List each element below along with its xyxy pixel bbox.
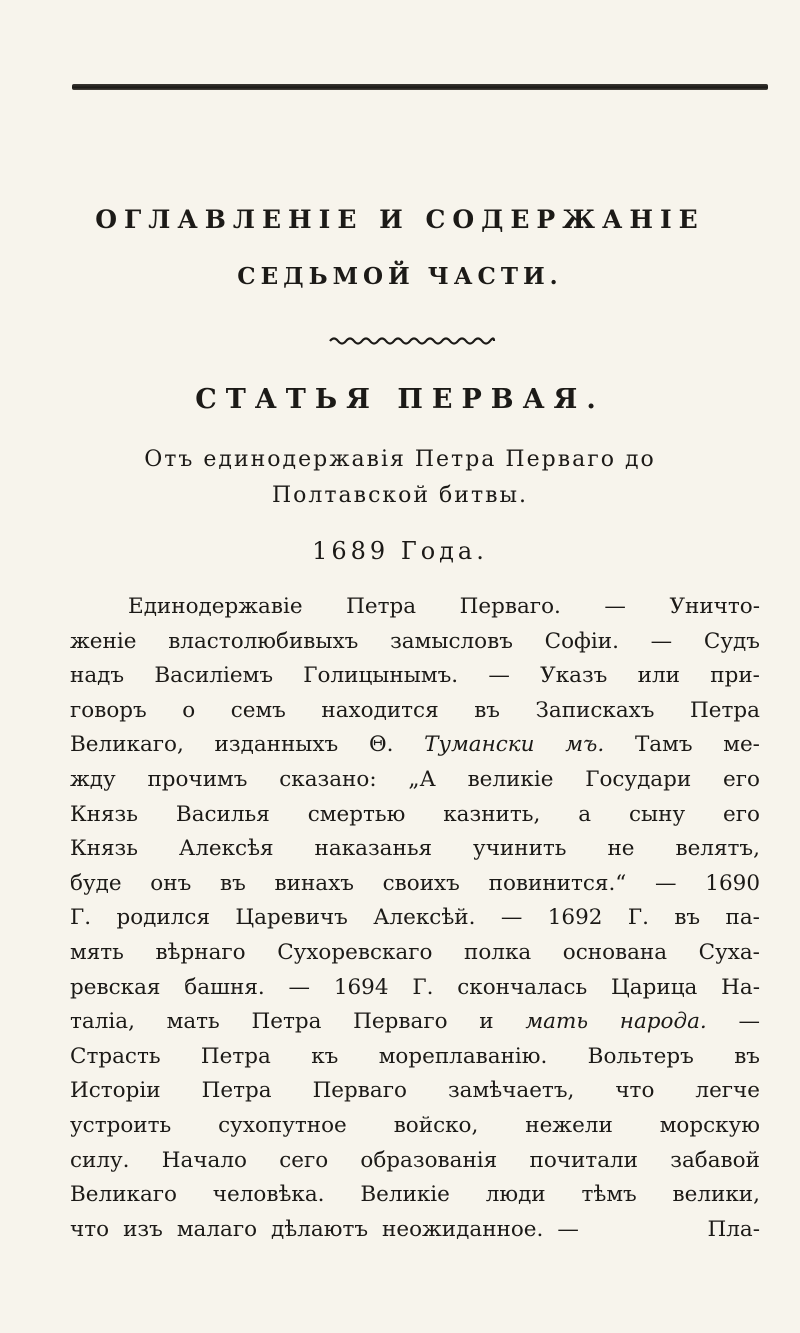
body-line: ревская башня. — 1694 Г. скончалась Царица На- xyxy=(70,974,760,1000)
body-line: Князь Алексѣя наказанья учинить не велятъ, xyxy=(70,836,760,862)
body-line: таліа, мать Петра Перваго и мать народа. — xyxy=(70,1009,760,1035)
body-line: женіе властолюбивыхъ замысловъ Софіи. — Судъ xyxy=(70,628,760,654)
body-line: говоръ о семъ находится въ Запискахъ Петра xyxy=(70,697,760,723)
body-line: Князь Василья смертью казнить, а сыну его xyxy=(70,801,760,827)
section-heading: СТАТЬЯ ПЕРВАЯ. xyxy=(195,384,605,415)
body-line: Страсть Петра къ мореплаванію. Вольтеръ въ xyxy=(70,1043,760,1069)
body-line: силу. Начало сего образованія почитали забавой xyxy=(70,1147,760,1173)
body-line: буде онъ въ винахъ своихъ повинится.“ — 1690 xyxy=(70,870,760,896)
top-rule xyxy=(72,84,768,90)
body-line: жду прочимъ сказано: „А великіе Государи его xyxy=(70,766,760,792)
year-heading: 1689 Года. xyxy=(312,537,488,565)
ornament-divider xyxy=(328,334,496,348)
body-line: что изъ малаго дѣлаютъ неожиданное. — Пла- xyxy=(70,1216,760,1242)
contents-title-line1: ОГЛАВЛЕНІЕ И СОДЕРЖАНІЕ xyxy=(95,205,705,234)
body-line: Г. родился Царевичъ Алексѣй. — 1692 Г. въ па- xyxy=(70,905,760,931)
body-text xyxy=(70,590,760,1247)
body-line: Единодержавіе Петра Перваго. — Уничто- xyxy=(128,594,760,619)
section-subtitle-line2: Полтавской битвы. xyxy=(271,483,529,508)
body-line: Великаго человѣка. Великіе люди тѣмъ велики, xyxy=(70,1182,760,1208)
section-subtitle-line1: Отъ единодержавія Петра Перваго до xyxy=(144,447,656,472)
body-line: надъ Василіемъ Голицынымъ. — Указъ или при- xyxy=(70,663,760,689)
body-line: устроить сухопутное войско, нежели морскую xyxy=(70,1112,760,1138)
body-line: Исторіи Петра Перваго замѣчаетъ, что легче xyxy=(70,1078,760,1104)
body-line: мять вѣрнаго Сухоревскаго полка основана Суха- xyxy=(70,939,760,965)
contents-title-line2: СЕДЬМОЙ ЧАСТИ. xyxy=(237,263,563,290)
body-line: Великаго, изданныхъ Θ. Тумански мъ. Тамъ ме- xyxy=(70,732,760,758)
